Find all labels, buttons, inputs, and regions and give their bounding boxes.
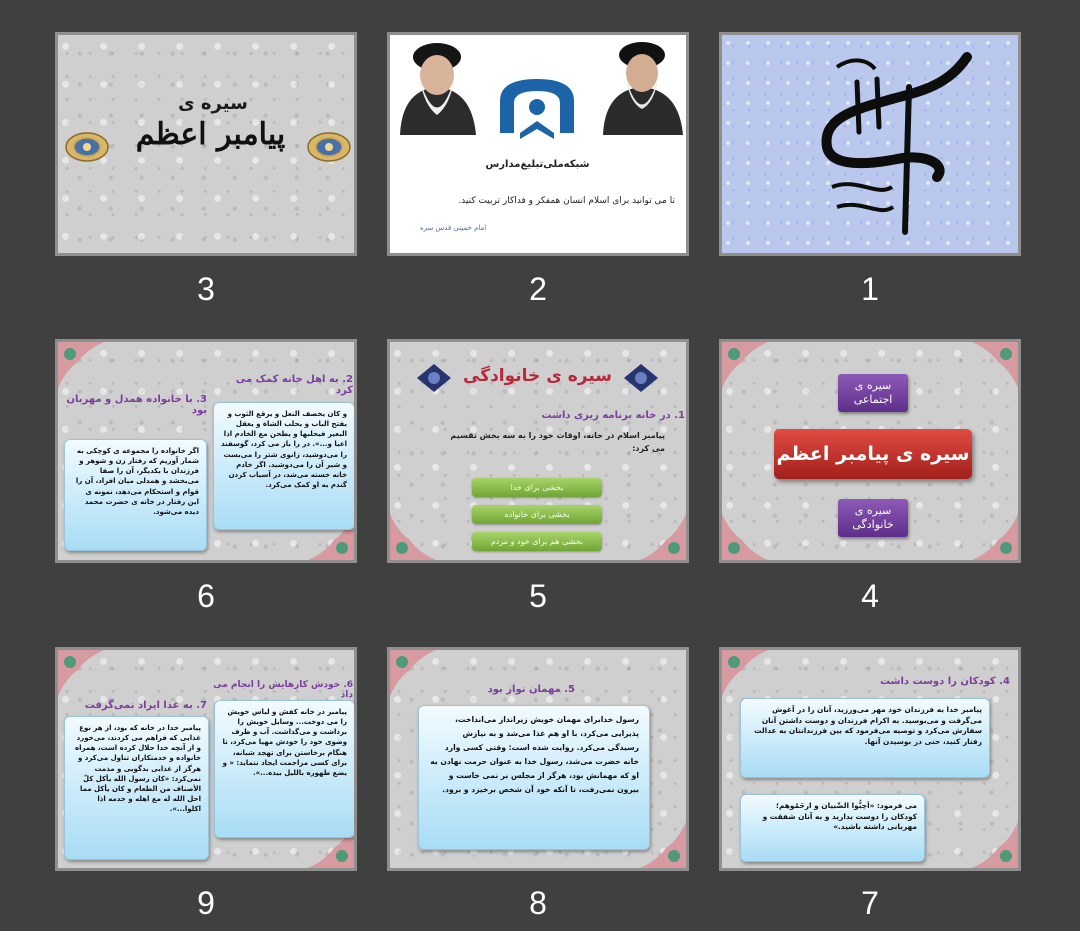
slide9-heading-right: 6. خودش کارهایش را انجام می داد bbox=[213, 680, 353, 700]
slide-thumbnail-3[interactable] bbox=[55, 32, 357, 256]
slide-number-4: 4 bbox=[861, 578, 879, 614]
slide2-author: امام خمینی قدس سره bbox=[420, 224, 487, 232]
slide-number-1: 1 bbox=[861, 271, 879, 307]
slide-number-3: 3 bbox=[197, 271, 215, 307]
slide9-box-left: پیامبر خدا در خانه که بود، از هر نوع غذایی که فراهم می کردند، می‌خورد و از آنچه خدا حلال کرده است، همراه خانواده و خدمتکاران تناول می‌کرد و هرگز از غذایی بدگویی و مذمت نمی‌کرد: «کان رسول الله یأکل کلّ الأصناف من الطعام و کان یأکل مما احل الله له مع اهله و خدمه اذا اکلوا...». bbox=[64, 716, 209, 860]
slide5-option-family: بخشی برای خانواده bbox=[472, 505, 602, 524]
school-network-logo-icon bbox=[490, 71, 585, 159]
slide-thumbnail-8[interactable] bbox=[387, 647, 689, 871]
portrait-left-image bbox=[390, 35, 485, 135]
slide5-option-self-people: بخشی هم برای خود و مردم bbox=[472, 532, 602, 551]
corner-ornament-icon bbox=[972, 514, 1018, 560]
corner-ornament-icon bbox=[390, 514, 436, 560]
corner-ornament-icon bbox=[722, 342, 768, 388]
slide-number-8: 8 bbox=[529, 885, 547, 921]
slide-number-5: 5 bbox=[529, 578, 547, 614]
ornament-left-icon bbox=[415, 362, 453, 394]
slide-number-6: 6 bbox=[197, 578, 215, 614]
slide9-heading-left: 7. به غذا ایراد نمی‌گرفت bbox=[84, 700, 207, 711]
slide8-box: رسول خدابرای مهمان خویش زیرانداز می‌انداخت، پذیرایی می‌کرد، با او هم غذا می‌شد و به نیازش رسیدگی می‌کرد. روایت شده است: وقتی کسی وارد خانه حضرت می‌شد، رسول خدا به عنوان حرمت نهادن به او که مهمانش بود، هرگز از مجلس بر نمی خاست و بیرون نمی‌رفت، تا آنکه خود آن شخص برخیزد و برود. bbox=[418, 705, 650, 850]
corner-ornament-icon bbox=[640, 514, 686, 560]
slide-thumbnail-6[interactable] bbox=[55, 339, 357, 563]
slide9-box-right: پیامبر در خانه کفش و لباس خویش را می دوخت... وسایل خویش را برداشت و می‌گذاشت. آب و ظرف وضوی خود را خودش مهیا می‌کرد، تا هنگام برخاستن برای تهجد شبانه، برای کسی مزاحمت ایجاد ننماید: « و یضع طهوره باللیل بیده...». bbox=[214, 700, 355, 838]
corner-ornament-icon bbox=[722, 650, 768, 696]
slide5-body: پیامبر اسلام در خانه، اوقات خود را به سه بخش تقسیم می کرد: bbox=[450, 431, 665, 453]
slide-thumbnail-2[interactable] bbox=[387, 32, 689, 256]
slide-thumbnail-4[interactable] bbox=[719, 339, 1021, 563]
corner-ornament-icon bbox=[972, 822, 1018, 868]
corner-ornament-icon bbox=[390, 650, 436, 696]
corner-ornament-icon bbox=[58, 342, 104, 388]
slide7-box1: پیامبر خدا به فرزندان خود مهر می‌ورزید، آنان را در آغوش می‌گرفت و می‌بوسید. به اکرام فرزندان و دوست داشتن آنان سفارش می‌کرد و توصیه می‌فرمود که بین فرزندانتان به عدالت رفتار کنید، حتی در بوسیدن آنها. bbox=[740, 698, 990, 778]
slide4-main-banner: سیره ی پیامبر اعظم bbox=[774, 429, 972, 479]
slide-thumbnail-1[interactable] bbox=[719, 32, 1021, 256]
slide6-box-left: اگر خانواده را مجموعه ی کوچکی به شمار آوریم که رفتار زن و شوهر و فرزندان با یکدیگر، آن را صفا می‌بخشد و همدلی میان افراد، آن را قوام و استحکام می‌دهد، نمونه ی این رفتار در خانه ی حضرت محمد دیده می‌شود. bbox=[64, 439, 207, 551]
slide6-heading-left: 3. با خانواده همدل و مهربان بود bbox=[66, 394, 207, 416]
ornament-right-icon bbox=[622, 362, 660, 394]
slide5-heading: 1. در خانه برنامه ریزی داشت bbox=[541, 410, 685, 421]
slide5-option-god: بخشی برای خدا bbox=[472, 478, 602, 497]
ornament-right-icon bbox=[306, 130, 352, 164]
corner-ornament-icon bbox=[58, 650, 104, 696]
logo-caption: شبکه‌ملی‌تبلیغ‌مدارس bbox=[485, 159, 590, 170]
slide3-title-line2: پیامبر اعظم bbox=[135, 117, 286, 152]
slide-thumbnail-7[interactable] bbox=[719, 647, 1021, 871]
slide-thumbnail-5[interactable] bbox=[387, 339, 689, 563]
portrait-right-image bbox=[595, 35, 689, 135]
slide5-title: سیره ی خانوادگی bbox=[463, 366, 612, 386]
slide2-quote: تا می توانید برای اسلام انسان همفکر و فداکار تربیت کنید. bbox=[458, 196, 675, 206]
slide3-title-line1: سیره ی bbox=[178, 93, 248, 114]
slide-number-2: 2 bbox=[529, 271, 547, 307]
bismillah-calligraphy-icon bbox=[797, 47, 982, 237]
slide4-box-social: سیره ی اجتماعی bbox=[838, 374, 908, 412]
slide6-heading-right: 2. به اهل خانه کمک می کرد bbox=[235, 374, 353, 396]
slide7-box2: می فرمود: «اَحِبُّوا الصِّبیان و ارحَمُوهم؛ کودکان را دوست بدارید و به آنان شفقت و مهربانی داشته باشید.» bbox=[740, 794, 925, 862]
slide8-heading: 5. مهمان نواز بود bbox=[487, 684, 575, 695]
corner-ornament-icon bbox=[722, 514, 768, 560]
slide-number-9: 9 bbox=[197, 885, 215, 921]
slide-number-7: 7 bbox=[861, 885, 879, 921]
slide7-heading: 4. کودکان را دوست داشت bbox=[880, 676, 1010, 687]
ornament-left-icon bbox=[64, 130, 110, 164]
slide-thumbnail-9[interactable] bbox=[55, 647, 357, 871]
corner-ornament-icon bbox=[972, 342, 1018, 388]
slide4-box-family: سیره ی خانوادگی bbox=[838, 499, 908, 537]
slide6-box-right: و کان یخصف النعل و یرقع الثوب و یفتح الباب و یحلب الشاة و یعقل البعیر فیحلبها و یطحن مع الخادم اذا اعیا و...». در را باز می کرد، گوسفند را می‌دوشید، زانوی شتر را می‌بست و شیر آن را می‌دوشید. اگر خادم خانه خسته می‌شد، در آسیاب کردن گندم به او کمک می‌کرد. bbox=[213, 402, 355, 530]
